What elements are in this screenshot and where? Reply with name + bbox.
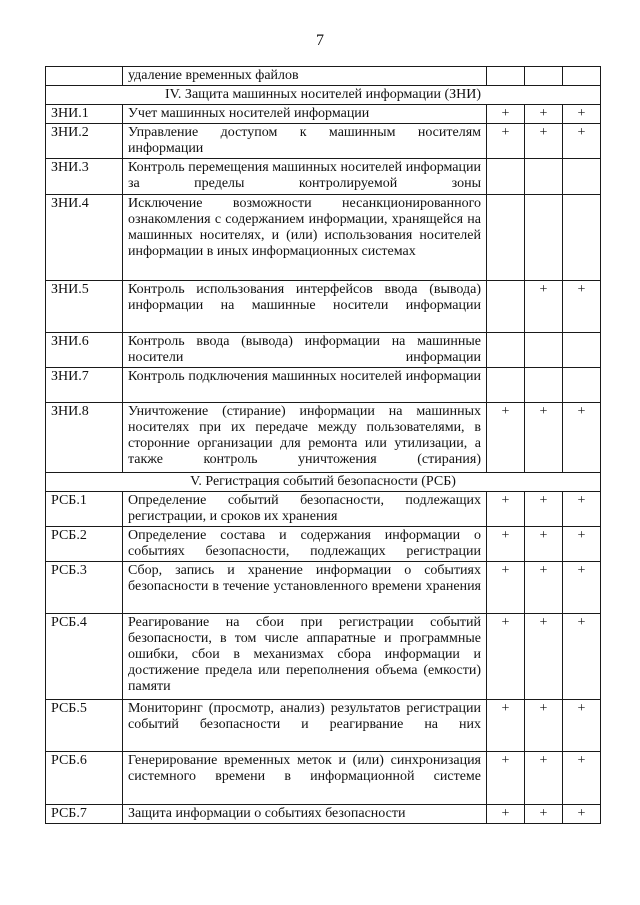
table-row (46, 527, 601, 562)
section-header-row (46, 473, 601, 492)
page-number: 7 (316, 32, 324, 49)
measure-description: удаление временных файлов (123, 67, 487, 86)
measure-description: Реагирование на сбои при регистрации событий безопасности, в том числе аппаратные и программные ошибки, сбои в механизмах сбора информации и достижение предела или переполнения объема (емкости) памяти (123, 614, 487, 700)
class-2-mark: + (525, 105, 563, 124)
class-2-mark: + (525, 492, 563, 527)
class-3-mark: + (563, 492, 601, 527)
measure-description: Сбор, запись и хранение информации о событиях безопасности в течение установленного времени хранения (123, 562, 487, 614)
class-2-mark (525, 368, 563, 403)
class-1-mark: + (487, 614, 525, 700)
class-1-mark: + (487, 527, 525, 562)
measure-description: Управление доступом к машинным носителям информации (123, 124, 487, 159)
measure-description: Исключение возможности несанкционированного ознакомления с содержанием информации, хранящейся на машинных носителях, и (или) использования носителей информации в иных информационных системах (123, 195, 487, 281)
measure-description: Контроль подключения машинных носителей информации (123, 368, 487, 403)
class-1-mark: + (487, 752, 525, 805)
table-row (46, 105, 601, 124)
table-row (46, 700, 601, 752)
table-row (46, 281, 601, 333)
measure-code: ЗНИ.8 (46, 403, 123, 473)
measure-code: РСБ.5 (46, 700, 123, 752)
table-row (46, 614, 601, 700)
class-1-mark: + (487, 403, 525, 473)
class-2-mark: + (525, 700, 563, 752)
class-2-mark: + (525, 527, 563, 562)
measure-description: Контроль использования интерфейсов ввода (вывода) информации на машинные носители информации (123, 281, 487, 333)
class-3-mark: + (563, 562, 601, 614)
table-row (46, 562, 601, 614)
class-1-mark (487, 333, 525, 368)
table-row (46, 492, 601, 527)
class-3-mark (563, 333, 601, 368)
security-measures-table (45, 66, 601, 824)
class-1-mark: + (487, 124, 525, 159)
measure-description: Контроль ввода (вывода) информации на машинные носители информации (123, 333, 487, 368)
class-3-mark (563, 368, 601, 403)
class-3-mark: + (563, 805, 601, 824)
class-1-mark: + (487, 805, 525, 824)
class-1-mark (487, 281, 525, 333)
class-3-mark: + (563, 752, 601, 805)
measure-description: Генерирование временных меток и (или) синхронизация системного времени в информационной системе (123, 752, 487, 805)
class-1-mark (487, 368, 525, 403)
table-row (46, 333, 601, 368)
measure-code: РСБ.1 (46, 492, 123, 527)
measure-code: РСБ.7 (46, 805, 123, 824)
class-1-mark: + (487, 105, 525, 124)
section-title: V. Регистрация событий безопасности (РСБ) (46, 473, 601, 492)
class-2-mark (525, 195, 563, 281)
measure-code: ЗНИ.7 (46, 368, 123, 403)
class-1-mark (487, 159, 525, 195)
section-title: IV. Защита машинных носителей информации (ЗНИ) (46, 86, 601, 105)
class-3-mark: + (563, 403, 601, 473)
table-row (46, 195, 601, 281)
table-row (46, 124, 601, 159)
table-row (46, 368, 601, 403)
class-2-mark (525, 159, 563, 195)
measure-code: ЗНИ.5 (46, 281, 123, 333)
table-row (46, 67, 601, 86)
class-2-mark: + (525, 403, 563, 473)
measure-description: Уничтожение (стирание) информации на машинных носителях при их передаче между пользователями, в сторонние организации для ремонта или утилизации, а также контроль уничтожения (стирания) (123, 403, 487, 473)
class-1-mark: + (487, 700, 525, 752)
class-3-mark: + (563, 614, 601, 700)
class-3-mark: + (563, 281, 601, 333)
class-2-mark: + (525, 752, 563, 805)
class-1-mark (487, 67, 525, 86)
measure-description: Определение событий безопасности, подлежащих регистрации, и сроков их хранения (123, 492, 487, 527)
table-row (46, 159, 601, 195)
measure-description: Определение состава и содержания информации о событиях безопасности, подлежащих регистрации (123, 527, 487, 562)
table-body (46, 67, 601, 824)
measure-code: ЗНИ.1 (46, 105, 123, 124)
measure-code: ЗНИ.6 (46, 333, 123, 368)
measure-code: ЗНИ.3 (46, 159, 123, 195)
measure-code: РСБ.3 (46, 562, 123, 614)
measure-code (46, 67, 123, 86)
section-header-row (46, 86, 601, 105)
measure-code: РСБ.6 (46, 752, 123, 805)
class-3-mark (563, 67, 601, 86)
measure-description: Контроль перемещения машинных носителей информации за пределы контролируемой зоны (123, 159, 487, 195)
measure-description: Защита информации о событиях безопасности (123, 805, 487, 824)
measure-description: Учет машинных носителей информации (123, 105, 487, 124)
measure-code: РСБ.2 (46, 527, 123, 562)
class-3-mark: + (563, 527, 601, 562)
class-2-mark (525, 333, 563, 368)
class-2-mark: + (525, 614, 563, 700)
table-row (46, 752, 601, 805)
class-3-mark (563, 159, 601, 195)
class-1-mark (487, 195, 525, 281)
class-2-mark: + (525, 281, 563, 333)
measure-code: ЗНИ.2 (46, 124, 123, 159)
measure-code: ЗНИ.4 (46, 195, 123, 281)
measure-code: РСБ.4 (46, 614, 123, 700)
class-2-mark: + (525, 805, 563, 824)
table-row (46, 403, 601, 473)
class-1-mark: + (487, 492, 525, 527)
table-row (46, 805, 601, 824)
measure-description: Мониторинг (просмотр, анализ) результатов регистрации событий безопасности и реагирвание на них (123, 700, 487, 752)
class-2-mark (525, 67, 563, 86)
class-2-mark: + (525, 124, 563, 159)
class-3-mark (563, 195, 601, 281)
class-3-mark: + (563, 105, 601, 124)
class-2-mark: + (525, 562, 563, 614)
class-3-mark: + (563, 124, 601, 159)
class-1-mark: + (487, 562, 525, 614)
class-3-mark: + (563, 700, 601, 752)
